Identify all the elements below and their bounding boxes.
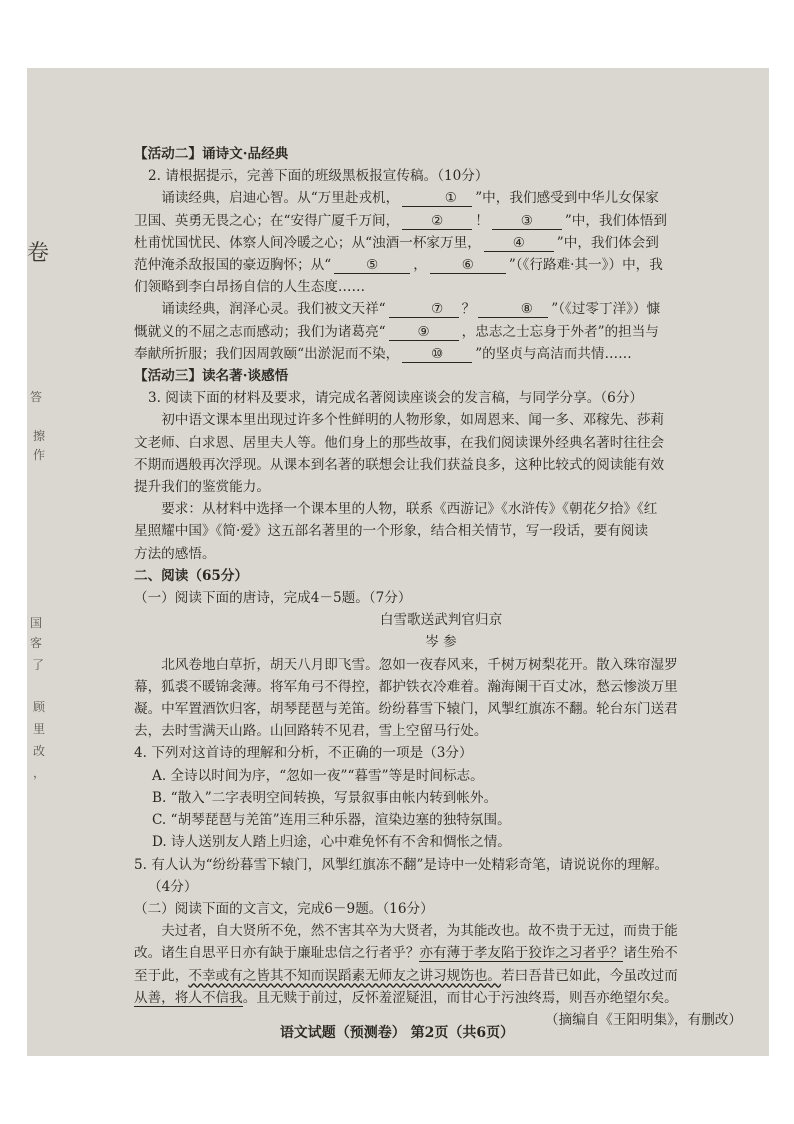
fill-blank-7[interactable]: ⑦ <box>389 301 459 318</box>
poem-line: 凝。中军置酒饮归客，胡琴琵琶与羌笛。纷纷暮雪下辕门，风掣红旗冻不翻。轮台东门送君 <box>134 701 678 718</box>
activity2-p1-line: 们领略到李白昂扬自信的人生态度…… <box>134 279 366 296</box>
fill-blank-2[interactable]: ② <box>402 213 472 230</box>
margin-char: 国 <box>30 616 43 630</box>
question-5: 5. 有人认为“纷纷暮雪下辕门，风掣红旗冻不翻”是诗中一处精彩奇笔，请说说你的理解。 <box>134 856 669 873</box>
margin-char: 答 <box>30 390 43 404</box>
question-4: 4. 下列对这首诗的理解和分析，不正确的一项是（3分） <box>134 745 473 762</box>
question-3: 3. 阅读下面的材料及要求，请完成名著阅读座谈会的发言稿，与同学分享。（6分） <box>148 390 643 407</box>
classical-line: 改。诸生自思平日亦有缺于廉耻忠信之行者乎？亦有薄于孝友陷于狡诈之习者乎？诸生殆不 <box>134 945 678 962</box>
activity2-p2-line: 慨就义的不屈之志而感动；我们为诸葛亮“ ⑨ ，忠志之士忘身于外者”的担当与 <box>134 323 659 340</box>
section-1-title: （一）阅读下面的唐诗，完成4－5题。（7分） <box>134 590 412 607</box>
q4-option-a[interactable]: A. 全诗以时间为序，“忽如一夜”“暮雪”等是时间标志。 <box>152 767 484 784</box>
fill-blank-5[interactable]: ⑤ <box>334 257 410 274</box>
fill-blank-8[interactable]: ⑧ <box>478 301 548 318</box>
page-footer: 语文试题（预测卷） 第2页（共6页） <box>279 1025 515 1041</box>
activity2-p1-line: 范仲淹杀敌报国的豪迈胸怀；从“ ⑤ ， ⑥ ”（《行路难·其一》）中，我 <box>134 257 663 274</box>
requirement-line: 方法的感悟。 <box>134 545 216 562</box>
material-line: 初中语文课本里出现过许多个性鲜明的人物形象，如周恩来、闻一多、邓稼先、莎莉 <box>161 412 665 429</box>
requirement-line: 星照耀中国》《简·爱》这五部名著里的一个形象，结合相关情节，写一段话，要有阅读 <box>134 523 649 540</box>
margin-char: 了 <box>32 658 45 672</box>
activity2-p1-line: 诵读经典，启迪心智。从“万里赴戎机， ① ”中，我们感受到中华儿女保家 <box>161 190 659 207</box>
poem-author: 岑 参 <box>425 634 457 651</box>
poem-line: 幕，狐裘不暖锦衾薄。将军角弓不得控，都护铁衣冷难着。瀚海阑干百丈冰，愁云惨淡万里 <box>134 678 678 695</box>
activity2-p2-line: 诵读经典，润泽心灵。我们被文天祥“ ⑦ ？ ⑧ ”（《过零丁洋》）慷 <box>161 301 661 318</box>
exam-content <box>134 143 748 1031</box>
activity2-p1-line: 卫国、英勇无畏之心；在“安得广厦千万间， ② ！ ③ ”中，我们体悟到 <box>134 212 667 229</box>
q4-option-c[interactable]: C. “胡琴琵琶与羌笛”连用三种乐器，渲染边塞的独特氛围。 <box>152 812 511 829</box>
fill-blank-4[interactable]: ④ <box>484 235 554 252</box>
poem-line: 北风卷地白草折，胡天八月即飞雪。忽如一夜春风来，千树万树梨花开。散入珠帘湿罗 <box>161 656 678 673</box>
margin-char: 擦 <box>33 429 46 443</box>
material-line: 文老师、白求恩、居里夫人等。他们身上的那些故事，在我们阅读课外经典名著时往往会 <box>134 434 665 451</box>
fill-blank-10[interactable]: ⑩ <box>402 346 472 363</box>
wavy-underlined-sentence: 不幸或有之皆其不知而误蹈素无师友之讲习规饬也。 <box>188 967 502 984</box>
section-2-title: （二）阅读下面的文言文，完成6－9题。（16分） <box>134 900 434 917</box>
activity2-header: 【活动二】诵诗文·品经典 <box>134 146 289 162</box>
question-5-score: （4分） <box>148 878 198 895</box>
underlined-phrase: 从善，将人不信我 <box>134 989 243 1006</box>
margin-char: 客 <box>30 636 43 650</box>
fill-blank-6[interactable]: ⑥ <box>430 257 506 274</box>
margin-char: ， <box>33 766 46 780</box>
classical-line: 至于此，不幸或有之皆其不知而误蹈素无师友之讲习规饬也。若曰吾昔已如此，今虽改过而 <box>134 967 678 984</box>
material-line: 不期而遇般再次浮现。从课本到名著的联想会让我们获益良多，这种比较式的阅读能有效 <box>134 456 665 473</box>
margin-char: 里 <box>33 722 46 736</box>
source-note: （摘编自《王阳明集》，有删改） <box>544 1011 742 1028</box>
margin-char: 作 <box>33 448 46 462</box>
fill-blank-3[interactable]: ③ <box>492 213 562 230</box>
activity3-header: 【活动三】读名著·谈感悟 <box>134 368 289 385</box>
poem-line: 去，去时雪满天山路。山回路转不见君，雪上空留马行处。 <box>134 723 488 740</box>
reading-header: 二、阅读（65分） <box>134 567 249 584</box>
fill-blank-9[interactable]: ⑨ <box>389 324 459 341</box>
margin-char: 改 <box>33 744 46 758</box>
classical-line: 从善，将人不信我。且无赎于前过，反怀羞涩疑沮，而甘心于污浊终焉，则吾亦绝望尔矣。 <box>134 989 678 1006</box>
margin-char: 顾 <box>33 700 46 714</box>
activity2-p1-line: 杜甫忧国忧民、体察人间冷暖之心；从“浊酒一杯家万里， ④ ”中，我们体会到 <box>134 234 659 251</box>
fill-blank-1[interactable]: ① <box>402 190 472 207</box>
material-line: 提升我们的鉴赏能力。 <box>134 479 270 496</box>
q4-option-b[interactable]: B. “散入”二字表明空间转换，写景叙事由帐内转到帐外。 <box>152 789 498 806</box>
activity2-p2-line: 奉献所折服；我们因周敦颐“出淤泥而不染， ⑩ ”的坚贞与高洁而共情…… <box>134 345 632 362</box>
margin-char: 卷 <box>27 241 50 266</box>
requirement-line: 要求：从材料中选择一个课本里的人物，联系《西游记》《水浒传》《朝花夕拾》《红 <box>161 501 658 518</box>
poem-title: 白雪歌送武判官归京 <box>379 612 503 629</box>
classical-line: 夫过者，自大贤所不免，然不害其卒为大贤者，为其能改也。故不贵于无过，而贵于能 <box>161 923 678 940</box>
question-2: 2. 请根据提示，完善下面的班级黑板报宣传稿。（10分） <box>148 168 489 185</box>
underlined-sentence: 亦有薄于孝友陷于狡诈之习者乎？ <box>419 945 624 962</box>
q4-option-d[interactable]: D. 诗人送别友人踏上归途，心中难免怀有不舍和惆怅之情。 <box>152 834 511 851</box>
